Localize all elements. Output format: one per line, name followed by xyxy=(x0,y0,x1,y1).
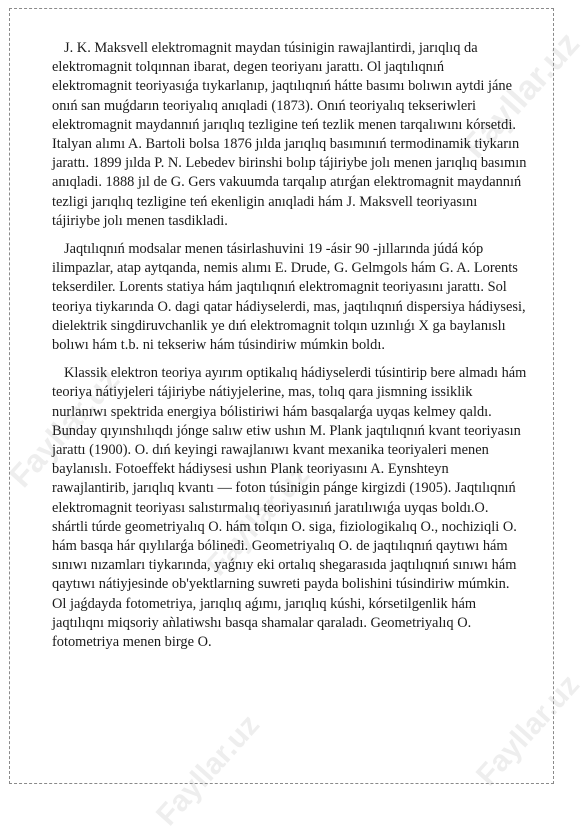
watermark: Fayllar.uz xyxy=(150,708,267,833)
paragraph-maxwell-theory: J. K. Maksvell elektromagnit maydan túsinigin rawajlantirdi, jarıqlıq da elektromagnit tolqınnan ibarat, degen teoriyanı jarattı. Ol jaqtılıqnıń elektromagnit teoriyasıǵa tıykarlanıp, jaqtılıqnıń háttе basımı bolıwın aytdi jáne onıń san muǵdarın teoriyalıq anıqladi (1873). Onıń teoriyalıq tekseriwleri elektromagnit maydannıń jarıqlıq tezligine teń tezlik menen tarqalıwını kórsetdi. Italyan alımı A. Bartoli bolsa 1876 jılda jarıqlıq basımınıń termodinamik tiykarın jarattı. 1899 jılda P. N. Lebedev birinshi bolıp tájiriybe jolı menen jarıqlıq basımın anıqladi. 1888 jıl de G. Gers vakuumda tarqalıp atırǵan elektromagnit maydannıń tezligi jarıqlıq tezligine teń ekenligin anıqladi hám J. Maksvell teoriyasını tájiriybe jolı menen tasdikladi. xyxy=(52,40,527,229)
paragraph-quantum-theory: Klassik elektron teoriya ayırım optikalıq hádiyselerdi túsintirip bere almadı hám teoriya nátiyjeleri tájiriybe nátiyjelerine, mas, tolıq qara jismning issiklik nurlanıwı spektrida energiya bólistiriwi hám basqalarǵa uyqas kelmey qaldı. Bunday qıyınshılıqdı jónge salıw etiw ushın M. Plank jaqtılıqnıń kvant teoriyasın jarattı (1900). O. dıń keyingi rawajlanıwı kvant mexanika teoriyaleri menen baylanıslı. Fotoeffekt hádiysesi ushın Plank teoriyasını A. Eynshteyn rawajlantirib, jarıqlıq kvantı — foton túsinigin pánge kirgizdi (1905). Jaqtılıqnıń elektromagnit teoriyası salıstırmalıq teoriyasınıń jaratılıwıǵa uyqas boldı.O. shártli túrde geometriyalıq O. hám tolqın O. siga, fiziologikalıq O., nochiziqli O. hám basqa hár qıylılarǵa bólinedi. Geometriyalıq O. de jaqtılıqnıń qaytıwı hám sınıwı nızamları tiykarında, yaǵnıy eki ortalıq shegarasıda jaqtılıqnıń sınıwı hám qaytıwı nátiyjesinde ob'yektlarning suwreti payda bolishini túsindiriw múmkin. Ol jaǵdayda fotometriya, jarıqlıq aǵımı, jarıqlıq kúshi, kórsetilgenlik hám jaqtılıqnı miqsoriy aǹlatiwshı basqa shamalar qaraladı. Geometriyalıq O. fotometriya menen birge O. xyxy=(52,365,527,651)
paragraph-lorentz-theory: Jaqtılıqnıń modsalar menen tásirlashuvini 19 -ásir 90 -jıllarında júdá kóp ilimpazlar, atap aytqanda, nemis alımı E. Drude, G. Gelmgols hám G. A. Lorents tekserdiler. Lorents statiya hám jaqtılıqnıń elektromagnit teoriyasını jarattı. Sol teoriya tiykarında O. dagi qatar hádiyselerdi, mas, jaqtılıqnıń dispersiya hádiysesi, dielektrik singdiruvchanlik ye dıń elektromagnit tolqın uzınlıǵı X ga baylanıslı bolıwı hám t.b. ni tekseriw hám túsindiriw múmkin boldı. xyxy=(52,241,526,354)
watermark: Fayllar.uz xyxy=(200,458,317,583)
watermark: Fayllar.uz xyxy=(2,361,127,495)
watermark: Fayllar.uz xyxy=(470,668,587,793)
watermark: Fayllar.uz xyxy=(455,24,587,166)
document-body xyxy=(52,39,527,661)
